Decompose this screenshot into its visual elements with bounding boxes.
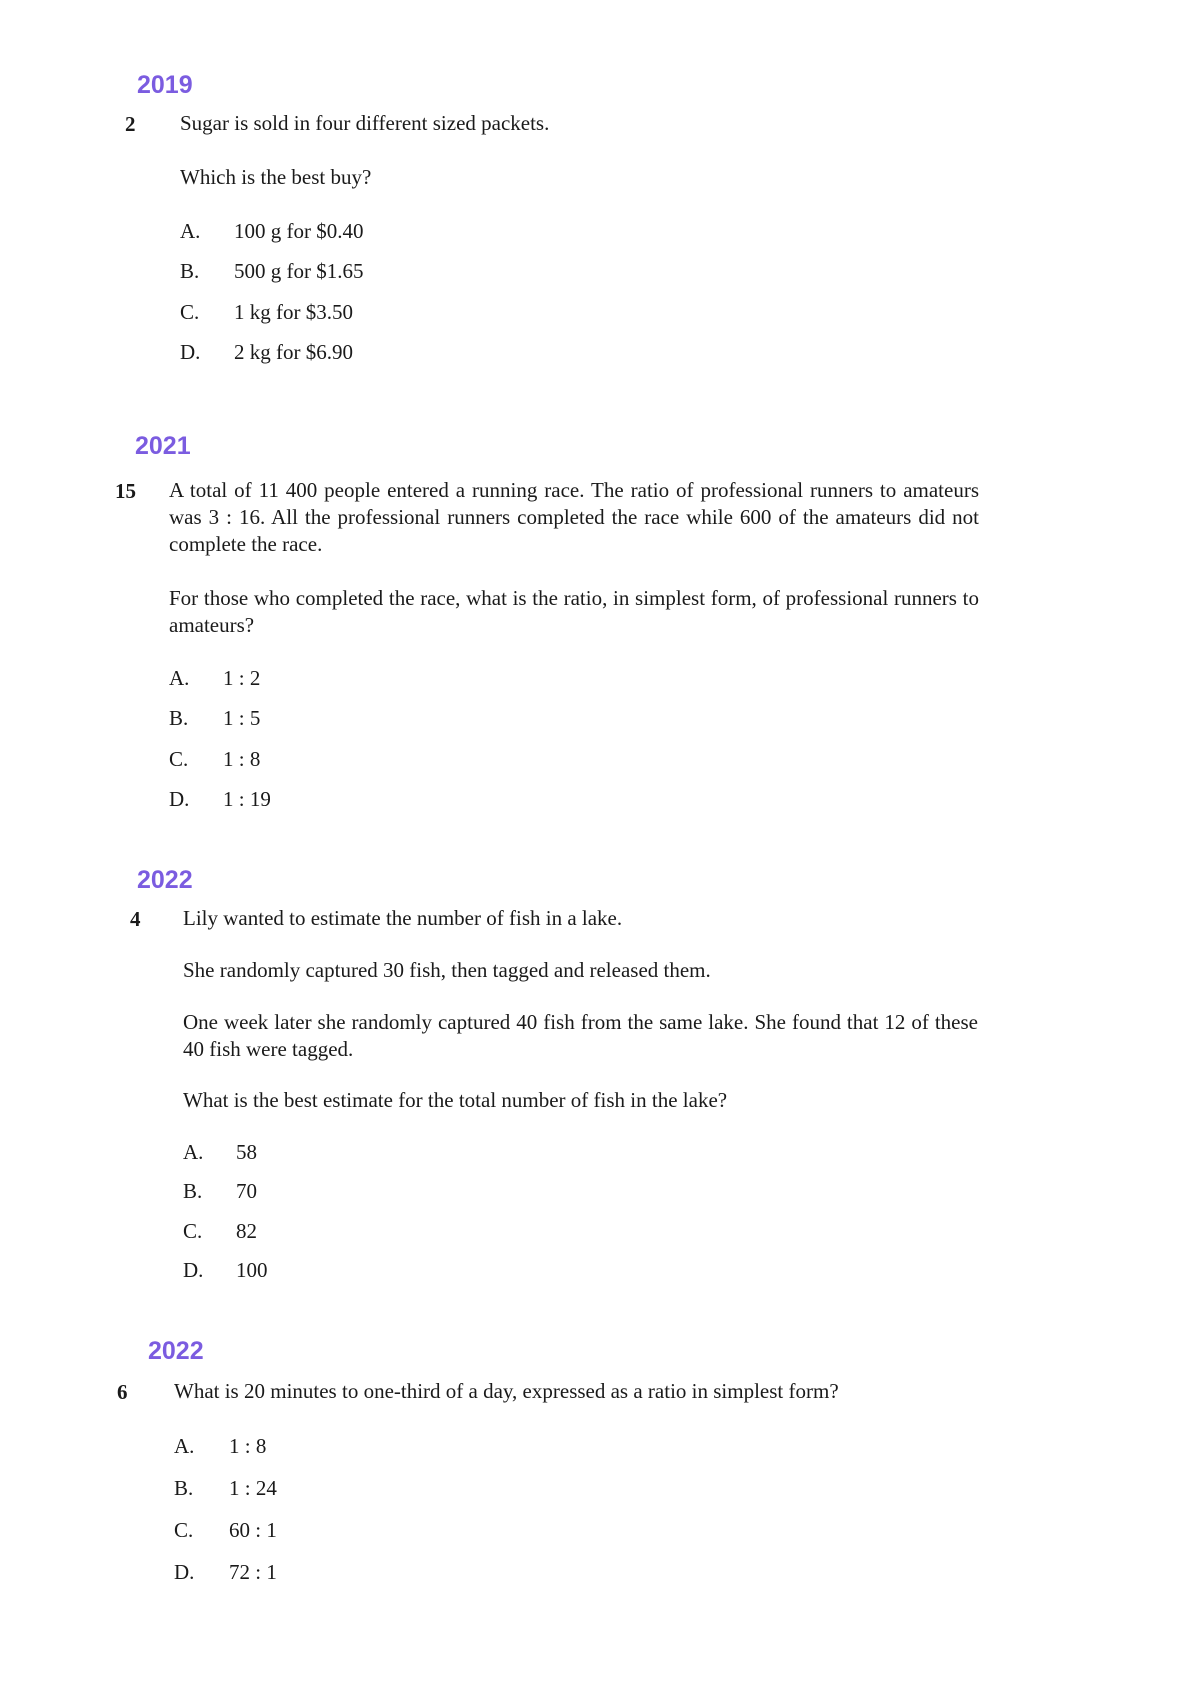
- answer-option: [183, 1219, 257, 1243]
- option-text: 2 kg for $6.90: [234, 340, 353, 364]
- option-text: 1 : 19: [223, 787, 271, 811]
- answer-option: [169, 747, 261, 771]
- option-letter: A.: [180, 219, 201, 243]
- question-text: What is 20 minutes to one-third of a day, expressed as a ratio in simplest form?: [174, 1379, 839, 1403]
- answer-option: [169, 706, 261, 730]
- option-letter: B.: [169, 706, 189, 730]
- option-text: 1 : 8: [229, 1434, 267, 1458]
- answer-option: [183, 1258, 268, 1282]
- answer-option: [174, 1518, 277, 1542]
- answer-option: [174, 1560, 277, 1584]
- answer-option: [183, 1179, 257, 1203]
- option-letter: D.: [169, 787, 190, 811]
- year-heading: 2021: [135, 432, 191, 460]
- option-text: 1 : 8: [223, 747, 261, 771]
- year-heading: 2019: [137, 71, 193, 99]
- option-text: 1 kg for $3.50: [234, 300, 353, 324]
- option-text: 500 g for $1.65: [234, 259, 364, 283]
- question-text: A total of 11 400 people entered a running race. The ratio of professional runners to amateurs was 3 : 16. All the professional runners completed the race while 600 of the amateurs did not complete the race.: [169, 478, 979, 556]
- year-heading: 2022: [137, 866, 193, 894]
- option-text: 72 : 1: [229, 1560, 277, 1584]
- option-letter: A.: [174, 1434, 195, 1458]
- option-letter: D.: [183, 1258, 204, 1282]
- answer-option: [183, 1140, 257, 1164]
- option-letter: B.: [183, 1179, 203, 1203]
- question-number: 4: [130, 907, 141, 931]
- answer-option: [174, 1476, 277, 1500]
- option-letter: C.: [169, 747, 189, 771]
- option-text: 1 : 24: [229, 1476, 277, 1500]
- option-text: 70: [236, 1179, 257, 1203]
- answer-option: [180, 300, 353, 324]
- question-number: 15: [115, 479, 136, 503]
- question-text: Sugar is sold in four different sized packets.: [180, 111, 550, 135]
- year-heading: 2022: [148, 1337, 204, 1365]
- option-letter: C.: [174, 1518, 194, 1542]
- option-text: 100 g for $0.40: [234, 219, 364, 243]
- question-text: Lily wanted to estimate the number of fish in a lake.: [183, 906, 623, 930]
- question-number: 2: [125, 112, 136, 136]
- option-letter: C.: [183, 1219, 203, 1243]
- answer-option: [169, 666, 261, 690]
- option-letter: A.: [183, 1140, 204, 1164]
- question-text: One week later she randomly captured 40 fish from the same lake. She found that 12 of these 40 fish were tagged.: [183, 1010, 978, 1061]
- answer-option: [169, 787, 271, 811]
- answer-option: [180, 259, 364, 283]
- question-number: 6: [117, 1380, 128, 1404]
- option-text: 100: [236, 1258, 268, 1282]
- option-text: 60 : 1: [229, 1518, 277, 1542]
- option-letter: A.: [169, 666, 190, 690]
- question-prompt: What is the best estimate for the total number of fish in the lake?: [183, 1088, 728, 1112]
- option-text: 58: [236, 1140, 257, 1164]
- option-letter: B.: [174, 1476, 194, 1500]
- question-prompt: For those who completed the race, what is the ratio, in simplest form, of professional runners to amateurs?: [169, 586, 979, 637]
- question-prompt: Which is the best buy?: [180, 165, 372, 189]
- option-text: 1 : 5: [223, 706, 261, 730]
- answer-option: [174, 1434, 267, 1458]
- question-text: She randomly captured 30 fish, then tagged and released them.: [183, 958, 711, 982]
- option-letter: B.: [180, 259, 200, 283]
- option-letter: D.: [174, 1560, 195, 1584]
- option-letter: D.: [180, 340, 201, 364]
- answer-option: [180, 340, 353, 364]
- option-text: 1 : 2: [223, 666, 261, 690]
- option-text: 82: [236, 1219, 257, 1243]
- answer-option: [180, 219, 364, 243]
- option-letter: C.: [180, 300, 200, 324]
